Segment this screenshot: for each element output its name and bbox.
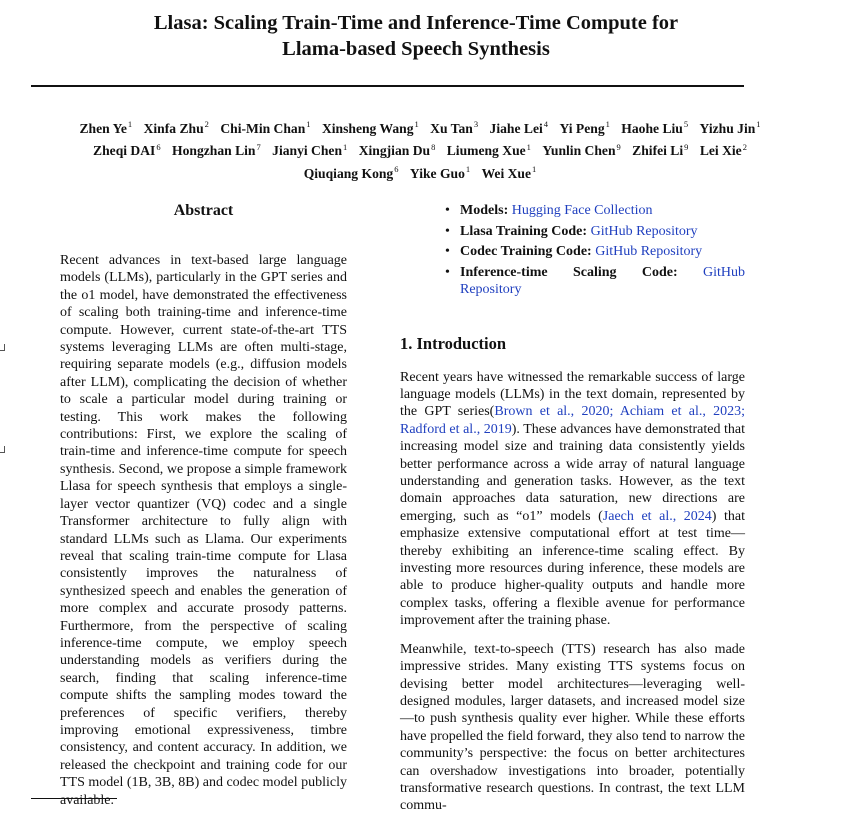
- link-label: Models: [460, 203, 504, 218]
- bullet-icon: •: [445, 223, 450, 239]
- affiliation-mark: 2: [204, 119, 209, 129]
- bullet-icon: •: [445, 203, 450, 218]
- left-column: [60, 200, 347, 809]
- author-name: Zheqi DAI$^6$: [93, 141, 161, 159]
- title-rule: [31, 85, 744, 87]
- author-name: Lei Xie$^2$: [699, 141, 747, 159]
- inference-scaling-code-link[interactable]: GitHub Repository: [460, 264, 746, 298]
- affiliation-mark: 9: [616, 141, 621, 152]
- author-name: Liumeng Xue$^1$: [446, 141, 531, 159]
- abstract-heading: Abstract: [173, 202, 234, 219]
- right-column: [400, 200, 745, 826]
- affiliation-mark: 8: [431, 141, 436, 152]
- introduction-heading: 1. Introduction: [400, 333, 507, 353]
- author-name: Hongzhan Lin$^7$: [172, 141, 261, 159]
- author-name: Yunlin Chen$^9$: [542, 141, 621, 159]
- affiliation-mark: 1: [532, 164, 537, 175]
- affiliation-mark: 1: [465, 164, 471, 175]
- footnote-rule: [31, 798, 117, 799]
- author-name: Zhen Ye$^1$: [79, 119, 133, 136]
- author-name: Yi Peng$^1$: [559, 119, 610, 136]
- author-name: Jianyi Chen$^1$: [272, 141, 348, 159]
- resource-links: [400, 202, 745, 299]
- author-name: Xinsheng Wang$^1$: [321, 119, 419, 136]
- link-label: Inference-time Scaling Code: [460, 264, 673, 280]
- affiliation-mark: 1: [526, 141, 531, 152]
- affiliation-mark: 1: [343, 141, 348, 152]
- author-name: Zhifei Li$^9$: [632, 141, 689, 159]
- affiliation-mark: 5: [683, 119, 689, 129]
- bullet-icon: •: [445, 264, 450, 280]
- abstract-body: Recent advances in text-based large language models (LLMs), particularly in the GPT series and the o1 model, have demonstrated the effectiveness of scaling both training-time and inference-time compute. However, current state-of-the-art TTS systems leveraging LLMs are often multi-stage, requiring separate models (e.g., diffusion models after LLM), complicating the decision of whether to scale a particular model during training or testing. This work makes the following contributions: First, we explore the scaling of train-time and inference-time compute for speech synthesis. Second, we propose a simple framework Llasa for speech synthesis that employs a single-layer vector quantizer (VQ) codec and a single Transformer architecture to fully align with standard LLMs such as Llama. Our experiments reveal that scaling train-time compute for Llasa consistently improves the naturalness of synthesized speech and enables the generation of more complex and accurate prosody patterns. Furthermore, from the perspective of scaling inference-time compute, we employ speech understanding models as verifiers during the search, finding that scaling inference-time compute shifts the sampling modes toward the preferences of specific verifiers, thereby improving emotional expressiveness, timbre consistency, and content accuracy. In addition, we released the checkpoint and training code for our TTS model (1B, 3B, 8B) and codec model publicly available.: [60, 253, 347, 808]
- author-name: Wei Xue$^1$: [481, 164, 537, 181]
- link-label: Codec Training Code: [460, 244, 588, 260]
- author-name: Haohe Liu$^5$: [621, 119, 689, 136]
- margin-mark: [0, 344, 5, 351]
- author-list: [40, 115, 800, 183]
- link-item-codec-training: • Codec Training Code: GitHub Repository: [445, 244, 703, 260]
- citation-link[interactable]: Jaech et al., 2024: [602, 508, 712, 524]
- affiliation-mark: 6: [394, 164, 399, 175]
- author-name: Qiuqiang Kong$^6$: [303, 164, 399, 181]
- link-item-inference-scaling: • Inference-time Scaling Code: GitHub Repository: [445, 264, 746, 298]
- author-name: Xinfa Zhu$^2$: [143, 119, 209, 136]
- introduction-paragraph-1: Recent years have witnessed the remarkable success of large language models (LLMs) in the text domain, represented by the GPT series(Brown et al., 2020; Achiam et al., 2023; Radford et al., 2019). These advances have demonstrated that increasing model size and training data consistently yields better performance across a wide array of natural language understanding and generation tasks. However, as the text domain approaches data saturation, new directions are emerging, such as “o1” models (Jaech et al., 2024) that emphasize extensive computational effort at test time—thereby exhibiting an inference-time scaling effect. By investing more resources during inference, these models are able to produce higher-quality outputs and handle more complex tasks, offering a flexible avenue for performance improvement after the training phase.: [400, 369, 745, 629]
- affiliation-mark: 3: [473, 119, 479, 129]
- affiliation-mark: 9: [684, 141, 689, 152]
- title-line-2: Llama-based Speech Synthesis: [282, 38, 550, 60]
- affiliation-mark: 2: [742, 141, 747, 152]
- link-item-models: • Models: Hugging Face Collection: [445, 203, 653, 218]
- codec-training-code-link[interactable]: GitHub Repository: [595, 244, 703, 260]
- link-item-llasa-training: • Llasa Training Code: GitHub Repository: [445, 223, 698, 239]
- affiliation-mark: 1: [756, 119, 761, 129]
- models-link[interactable]: Hugging Face Collection: [511, 203, 653, 218]
- affiliation-mark: 6: [156, 141, 161, 152]
- author-name: Chi-Min Chan$^1$: [220, 119, 311, 136]
- affiliation-mark: 7: [256, 141, 261, 152]
- citation-link[interactable]: Brown et al., 2020; Achiam et al., 2023; Radford et al., 2019: [400, 404, 745, 437]
- paper-title: [60, 10, 772, 62]
- author-name: Jiahe Lei$^4$: [489, 119, 549, 136]
- affiliation-mark: 4: [543, 119, 549, 129]
- llasa-training-code-link[interactable]: GitHub Repository: [590, 223, 698, 239]
- affiliation-mark: 1: [127, 119, 133, 129]
- author-name: Xu Tan$^3$: [430, 119, 479, 136]
- author-name: Yizhu Jin$^1$: [699, 119, 761, 136]
- author-name: Xingjian Du$^8$: [358, 141, 436, 159]
- affiliation-mark: 1: [306, 119, 311, 129]
- margin-mark: [0, 446, 5, 453]
- introduction-paragraph-2: Meanwhile, text-to-speech (TTS) research has also made impressive strides. Many existing TTS systems focus on devising better model architectures—leveraging well-designed modules, larger datasets, and increased model size—to push synthesis quality ever higher. While these efforts have propelled the field forward, they also tend to narrow the community’s perspective: the focus on better architectures can overshadow investigations into broader, potentially transformative research questions. In contrast, the text LLM commu-: [400, 641, 745, 814]
- affiliation-mark: 1: [605, 119, 610, 129]
- title-line-1: Llasa: Scaling Train-Time and Inference-Time Compute for: [153, 12, 679, 34]
- bullet-icon: •: [445, 244, 450, 260]
- link-label: Llasa Training Code: [460, 223, 583, 239]
- author-name: Yike Guo$^1$: [409, 164, 471, 181]
- affiliation-mark: 1: [414, 119, 419, 129]
